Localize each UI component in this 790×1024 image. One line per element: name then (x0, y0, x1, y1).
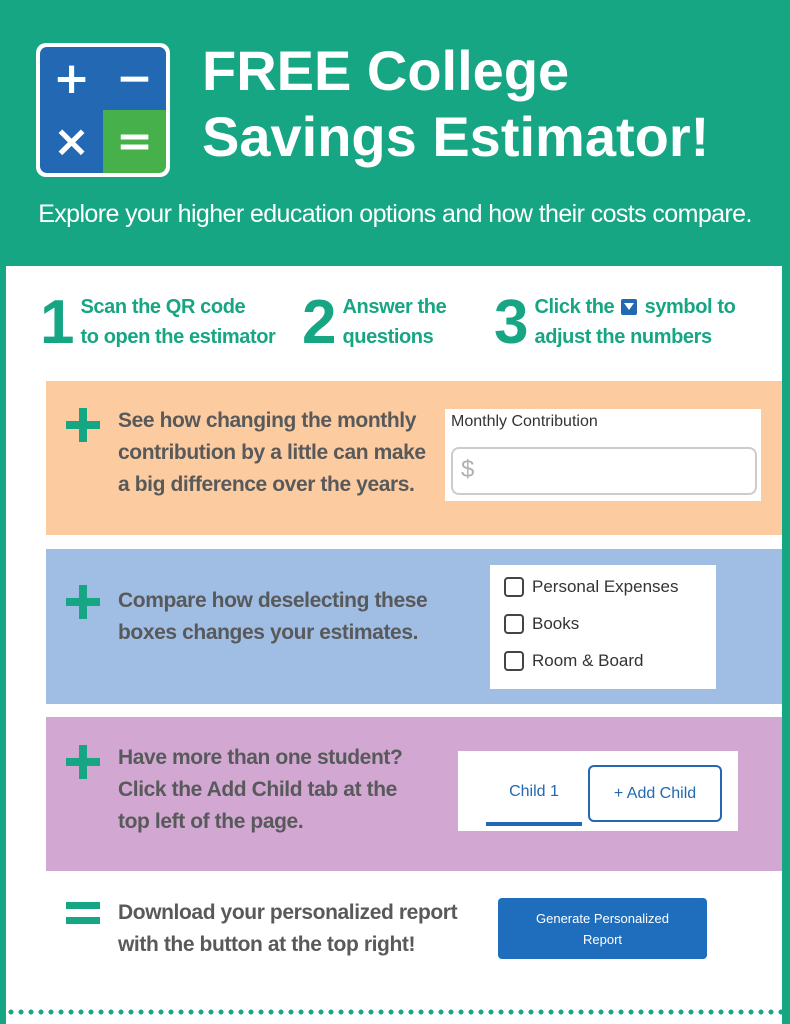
page-title (202, 38, 772, 170)
filter-icon (621, 299, 637, 315)
step-3-line-1 (534, 292, 735, 322)
minus-symbol: − (103, 47, 166, 110)
checkbox-books[interactable] (504, 614, 579, 634)
step-number: 1 (40, 288, 75, 357)
checkbox-square[interactable] (504, 614, 524, 634)
text-line: Click the Add Child tab at the (118, 778, 397, 801)
text-line: with the button at the top right! (118, 933, 416, 956)
plus-icon (66, 585, 100, 619)
step-text (80, 292, 275, 352)
step-text (534, 292, 735, 352)
steps-row (40, 288, 770, 357)
text-line: boxes changes your estimates. (118, 621, 419, 644)
times-symbol: × (40, 110, 103, 173)
add-child-button[interactable]: + Add Child (588, 765, 722, 822)
monthly-contribution-input[interactable] (451, 447, 757, 495)
text-line: Compare how deselecting these (118, 589, 428, 612)
step-3 (494, 288, 736, 357)
checkbox-square[interactable] (504, 651, 524, 671)
monthly-contribution-text (118, 405, 426, 501)
plus-symbol: + (40, 47, 103, 110)
plus-icon (66, 745, 100, 779)
text-line: See how changing the monthly (118, 409, 416, 432)
text-line: contribution by a little can make (118, 441, 426, 464)
step-2 (302, 288, 447, 357)
title-line-2: Savings Estimator! (202, 105, 710, 168)
step-3-line-2: adjust the numbers (534, 326, 712, 348)
monthly-contribution-widget (445, 409, 761, 501)
tab-child-1[interactable]: Child 1 (509, 783, 559, 800)
active-tab-underline (486, 822, 582, 826)
equals-symbol: = (103, 110, 166, 173)
step-3-line-1a: Click the (534, 296, 615, 318)
monthly-contribution-label: Monthly Contribution (451, 413, 598, 430)
text-line: Have more than one student? (118, 746, 403, 769)
text-line: top left of the page. (118, 810, 304, 833)
title-line-1: FREE College (202, 39, 570, 102)
step-text (342, 292, 446, 352)
step-1 (40, 288, 276, 357)
checkbox-label: Personal Expenses (532, 577, 679, 596)
checkbox-personal-expenses[interactable] (504, 577, 678, 597)
plus-icon (66, 408, 100, 442)
generate-report-button[interactable]: Generate Personalized Report (498, 898, 707, 959)
checkbox-room-board[interactable] (504, 651, 644, 671)
page-subtitle: Explore your higher education options and how their costs compare. (38, 200, 752, 228)
header-banner (0, 0, 790, 266)
right-border (782, 0, 790, 1024)
expense-checkbox-list (490, 565, 716, 689)
step-3-line-1b: symbol to (644, 296, 736, 318)
step-1-line-1: Scan the QR code (80, 296, 246, 318)
dotted-border-bottom (6, 1008, 782, 1016)
step-1-line-2: to open the estimator (80, 326, 276, 348)
calculator-icon (36, 43, 170, 177)
step-number: 2 (302, 288, 337, 357)
step-number: 3 (494, 288, 529, 357)
checkbox-panel-text (118, 585, 427, 649)
add-child-text (118, 742, 402, 838)
report-text (118, 897, 457, 961)
text-line: a big difference over the years. (118, 473, 415, 496)
child-tabs-widget (458, 751, 738, 831)
checkbox-square[interactable] (504, 577, 524, 597)
text-line: Download your personalized report (118, 901, 458, 924)
checkbox-label: Books (532, 614, 580, 633)
step-2-line-1: Answer the (342, 296, 447, 318)
step-2-line-2: questions (342, 326, 434, 348)
dollar-placeholder: $ (461, 456, 475, 483)
equals-icon (66, 902, 100, 928)
checkbox-label: Room & Board (532, 651, 644, 670)
left-border (0, 0, 6, 1024)
